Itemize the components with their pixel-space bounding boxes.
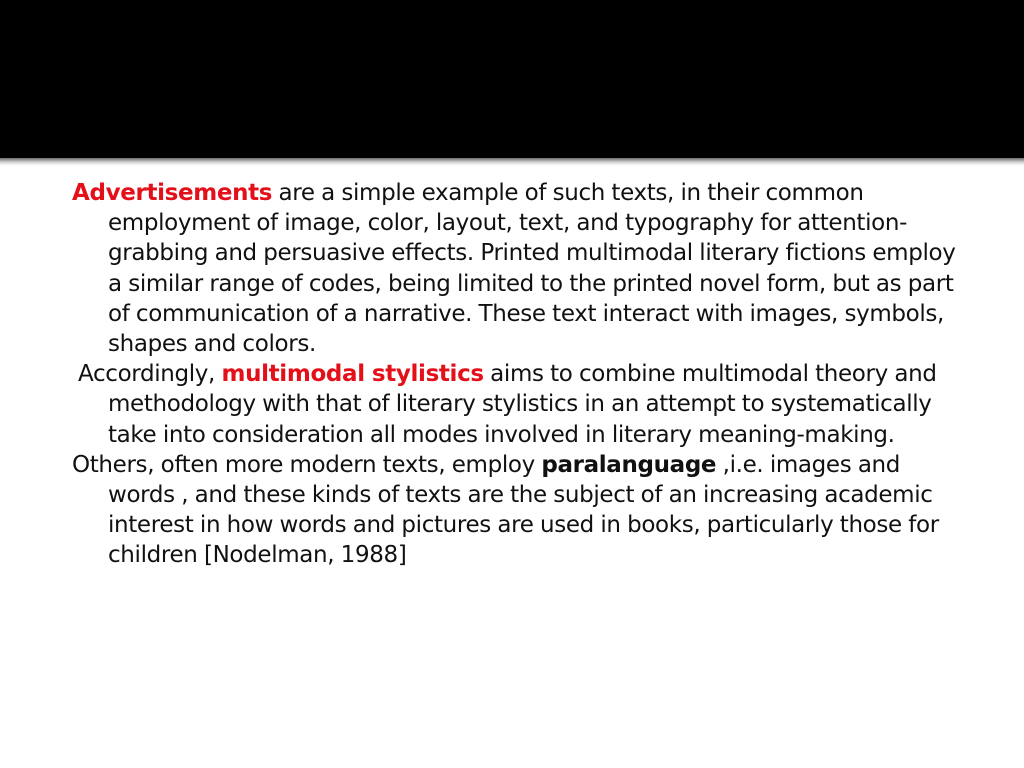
- paragraph-multimodal-text: aims to combine multimodal theory and methodology with that of literary stylistics in an attempt to systematically take into consideration all modes involved in literary meaning-making.: [108, 361, 937, 448]
- paragraph-paralanguage-intro: Others, often more modern texts, employ: [72, 451, 542, 478]
- paragraph-paralanguage: [72, 450, 972, 571]
- body-text: [72, 178, 972, 571]
- paragraph-advertisements-text: are a simple example of such texts, in their common employment of image, color, layout, text, and typography for attention-grabbing and persuasive effects. Printed multimodal literary fictions employ a similar range of codes, being limited to the printed novel form, but as part of communication of a narrative. These text interact with images, symbols, shapes and colors.: [108, 180, 956, 358]
- paragraph-multimodal-stylistics: [72, 359, 972, 450]
- term-paralanguage: paralanguage: [541, 451, 717, 478]
- paragraph-advertisements: [72, 178, 972, 359]
- term-multimodal-stylistics: multimodal stylistics: [221, 361, 484, 388]
- title-divider: [0, 158, 1024, 166]
- title-band: [0, 0, 1024, 158]
- paragraph-paralanguage-text: ,i.e. images and words , and these kinds of texts are the subject of an increasing academic interest in how words and pictures are used in books, particularly those for children [Nodelman, 1988]: [108, 451, 939, 569]
- paragraph-multimodal-intro: Accordingly,: [78, 361, 222, 388]
- term-advertisements: Advertisements: [72, 180, 273, 206]
